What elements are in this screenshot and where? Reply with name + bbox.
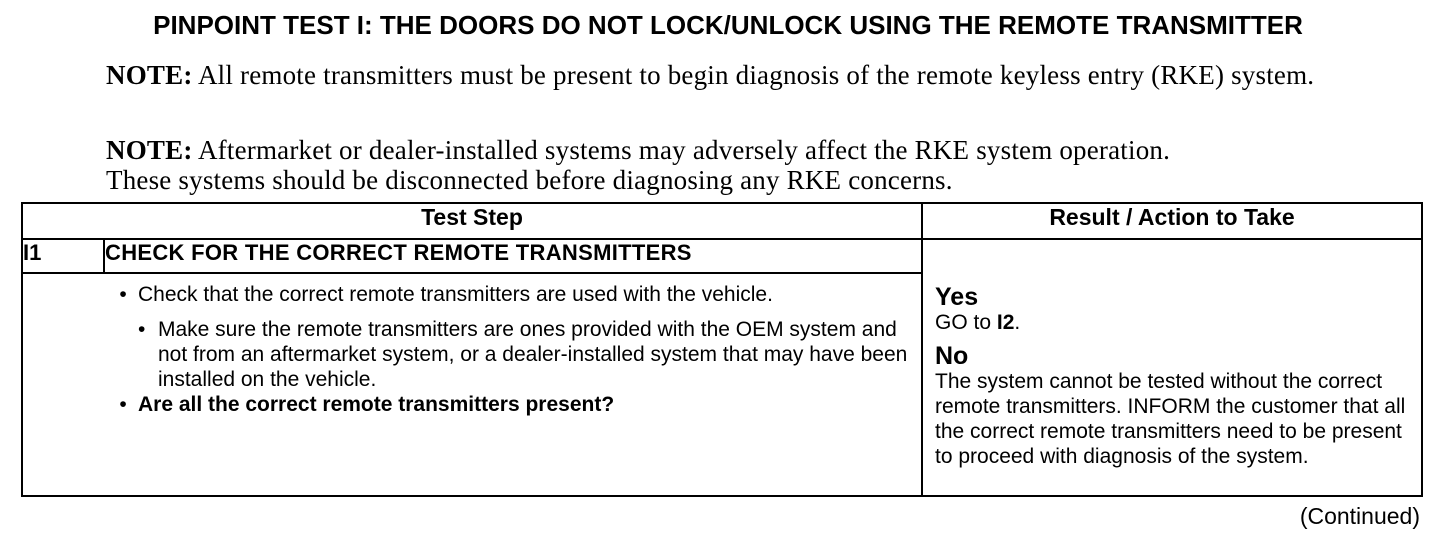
bullet-1: [104, 282, 921, 307]
no-label: No: [935, 342, 969, 370]
header-result: Result / Action to Take: [922, 203, 1422, 239]
note-label: NOTE:: [106, 135, 193, 165]
header-test-step: Test Step: [22, 203, 922, 239]
yes-action-suffix: .: [1014, 311, 1021, 334]
yes-action-target: I2: [996, 311, 1015, 334]
note-1: [106, 60, 1336, 90]
bullet-icon: •: [138, 318, 146, 341]
note-text: Aftermarket or dealer-installed systems may adversely affect the RKE system operation. These systems should be disconnected before diagnosing any RKE concerns.: [106, 135, 1171, 195]
yes-label: Yes: [935, 283, 979, 311]
bullet-icon: •: [119, 283, 127, 306]
pinpoint-test-table: [21, 202, 1423, 497]
continued-label: (Continued): [1299, 503, 1420, 529]
bullet-2-text: Are all the correct remote transmitters present?: [138, 393, 615, 416]
yes-action: [935, 310, 1421, 335]
yes-action-prefix: GO to: [935, 311, 997, 334]
step-body: [104, 273, 922, 496]
sub-bullet-1: [138, 317, 921, 392]
bullet-1-text: Check that the correct remote transmitters are used with the vehicle.: [138, 283, 773, 306]
bullet-icon: •: [119, 393, 127, 416]
no-action: The system cannot be tested without the correct remote transmitters. INFORM the customer that all the correct remote transmitters need to be present to proceed with diagnosis of the system.: [935, 370, 1406, 468]
note-text: All remote transmitters must be present to begin diagnosis of the remote keyless entry (RKE) system.: [192, 60, 1315, 90]
note-label: NOTE:: [106, 60, 193, 90]
bullet-2: [104, 392, 921, 417]
page-title: PINPOINT TEST I: THE DOORS DO NOT LOCK/UNLOCK USING THE REMOTE TRANSMITTER: [153, 10, 1303, 40]
result-cell: [922, 239, 1422, 496]
note-2: [106, 135, 1226, 195]
sub-bullet-1-text: Make sure the remote transmitters are ones provided with the OEM system and not from an aftermarket system, or a dealer-installed system that may have been installed on the vehicle.: [158, 318, 908, 391]
step-title: CHECK FOR THE CORRECT REMOTE TRANSMITTERS: [104, 239, 922, 273]
step-id: I1: [22, 239, 104, 273]
